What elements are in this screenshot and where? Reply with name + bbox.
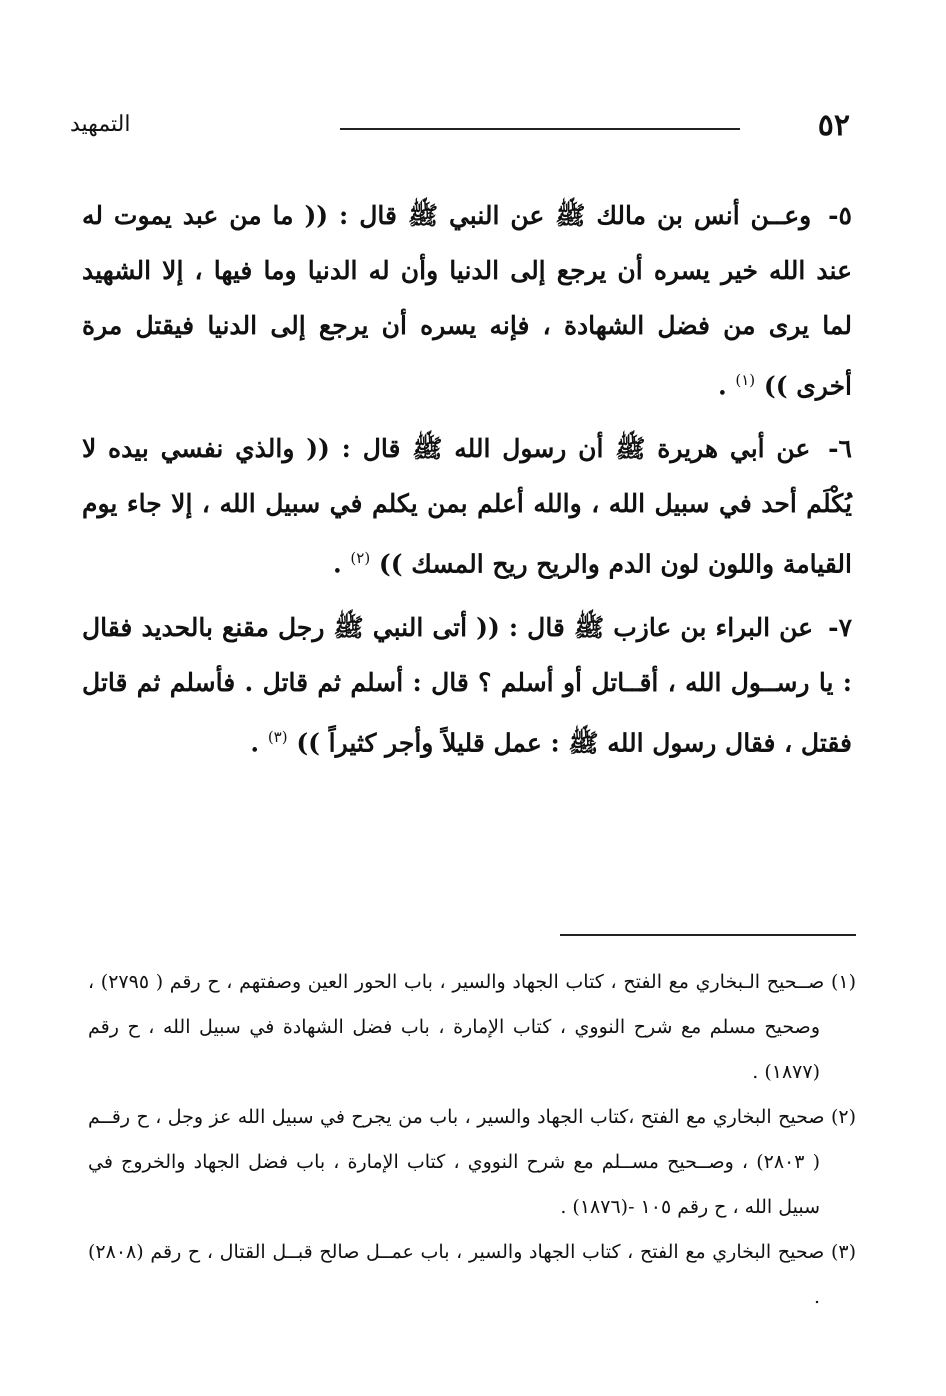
footnote-divider [560, 934, 856, 936]
footnote-reference[interactable]: (٢) [350, 549, 371, 568]
page-header [70, 108, 850, 148]
footnote-reference[interactable]: (٣) [267, 727, 288, 746]
footnote-3: (٣) صحيح البخاري مع الفتح ، كتاب الجهاد والسير ، باب عمــل صالح قبــل القتال ، ح رقم (٢٨٠٨) . [88, 1241, 856, 1308]
main-text [82, 188, 852, 778]
page-number: ٥٢ [817, 108, 850, 143]
hadith-text: عن البراء بن عازب ﷺ قال : (( أتى النبي ﷺ رجل مقنع بالحديد فقال : يا رســول الله ، أقــاتل أو أسلم ؟ قال : أسلم ثم قاتل . فأسلم ثم قاتل فقتل ، فقال رسول الله ﷺ : عمل قليلاً وأجر كثيراً )) [82, 612, 852, 757]
header-rule [340, 128, 740, 130]
hadith-number: ٧- [828, 612, 852, 642]
footnote-1: (١) صــحيح الـبخاري مع الفتح ، كتاب الجهاد والسير ، باب الحور العين وصفتهم ، ح رقم ( ٢٧٩٥) ، وصحيح مسلم مع شرح النووي ، كتاب الإمارة ، باب فضل الشهادة في سبيل الله ، ح رقم (١٨٧٧) . [88, 971, 856, 1083]
hadith-number: ٥- [828, 201, 852, 230]
footnote-2: (٢) صحيح البخاري مع الفتح ،كتاب الجهاد والسير ، باب من يجرح في سبيل الله عز وجل ، ح رقــم ( ٢٨٠٣) ، وصــحيح مســلم مع شرح النووي ، كتاب الإمارة ، باب فضل الجهاد والخروج في سبيل الله ، ح رقم ١٠٥ -(١٨٧٦) . [88, 1106, 856, 1218]
hadith-number: ٦- [828, 434, 852, 464]
hadith-5: ٥- وعــن أنس بن مالك ﷺ عن النبي ﷺ قال : (( ما من عبد يموت له عند الله خير يسره أن يرجع إلى الدنيا وأن له الدنيا وما فيها ، إلا الشهيد لما يرى من فضل الشهادة ، فإنه يسره أن يرجع إلى الدنيا فيقتل مرة أخرى )) $^{(١)}$ . [82, 201, 852, 401]
running-title: التمهيد [70, 112, 131, 137]
footnote-reference[interactable]: (١) [735, 371, 756, 389]
footnotes-section [88, 960, 856, 1320]
hadith-7: ٧- عن البراء بن عازب ﷺ قال : (( أتى النبي ﷺ رجل مقنع بالحديد فقال : يا رســول الله ، أقــاتل أو أسلم ؟ قال : أسلم ثم قاتل . فأسلم ثم قاتل فقتل ، فقال رسول الله ﷺ : عمل قليلاً وأجر كثيراً )) $^{(٣)}$ . [82, 612, 852, 757]
hadith-text: عن أبي هريرة ﷺ أن رسول الله ﷺ قال : (( والذي نفسي بيده لا يُكْلَم أحد في سبيل الله ، والله أعلم بمن يكلم في سبيل الله ، إلا جاء يوم القيامة واللون لون الدم والريح ريح المسك )) [82, 434, 852, 579]
hadith-text: وعــن أنس بن مالك ﷺ عن النبي ﷺ قال : (( ما من عبد يموت له عند الله خير يسره أن يرجع إلى الدنيا وأن له الدنيا وما فيها ، إلا الشهيد لما يرى من فضل الشهادة ، فإنه يسره أن يرجع إلى الدنيا فيقتل مرة أخرى )) [82, 201, 852, 401]
hadith-6: ٦- عن أبي هريرة ﷺ أن رسول الله ﷺ قال : (( والذي نفسي بيده لا يُكْلَم أحد في سبيل الله ، والله أعلم بمن يكلم في سبيل الله ، إلا جاء يوم القيامة واللون لون الدم والريح ريح المسك )) $^{(٢)}$ . [82, 434, 852, 579]
